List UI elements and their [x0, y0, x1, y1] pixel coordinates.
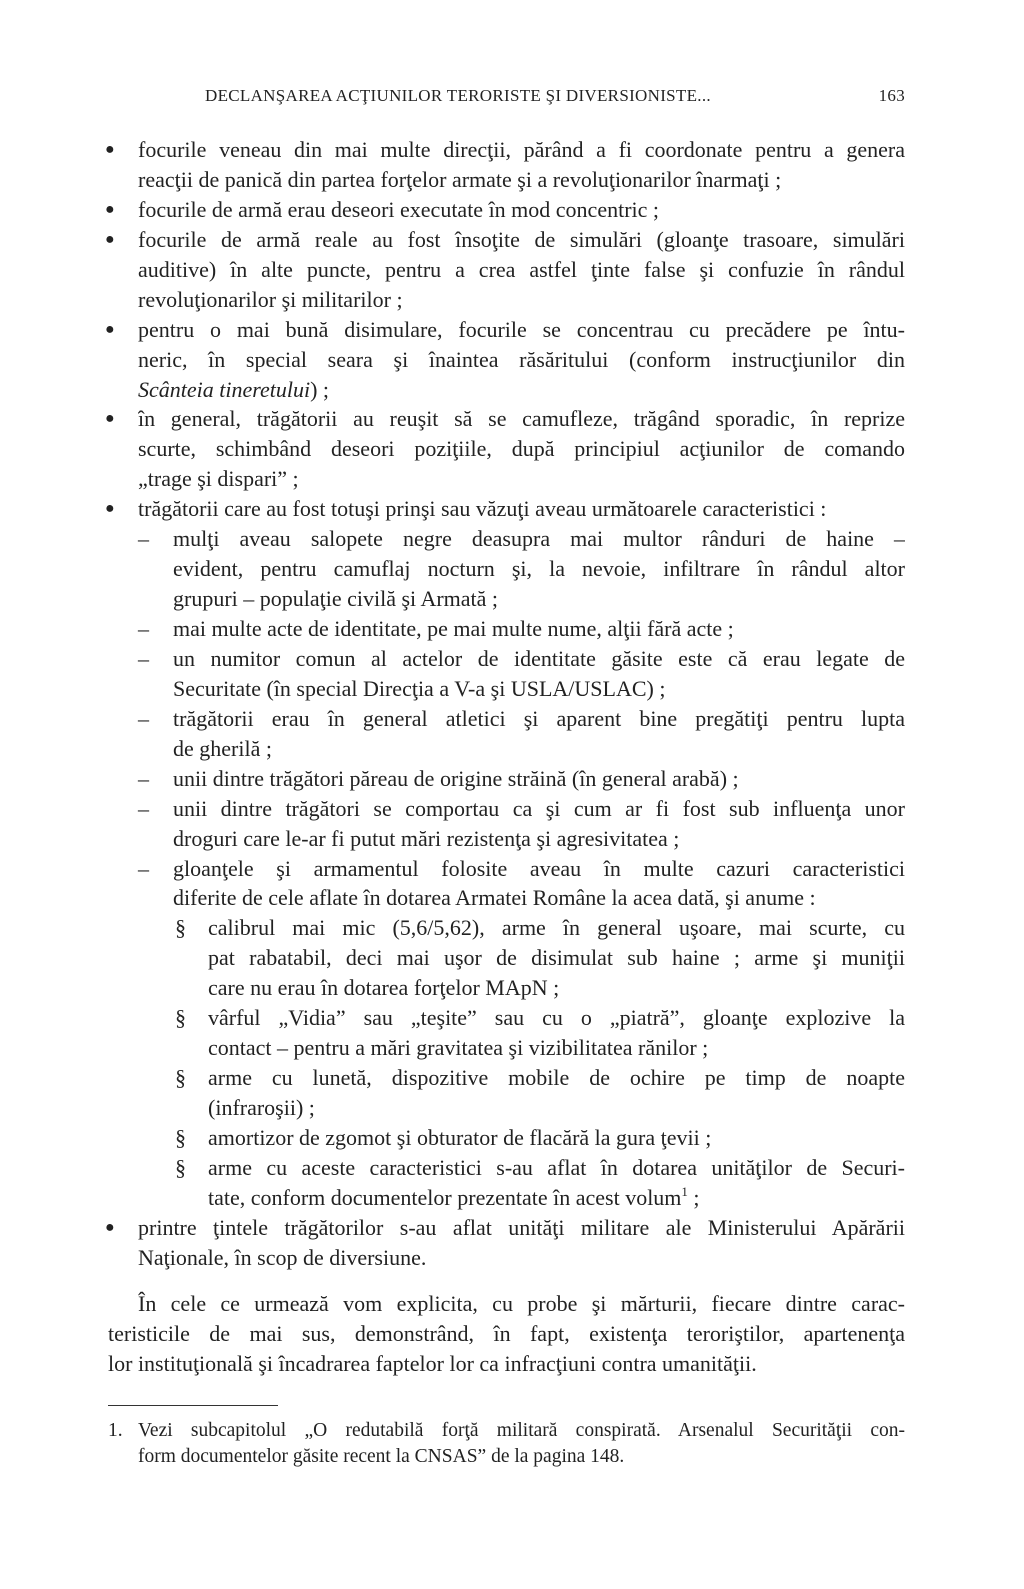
- text-line: focurile de armă reale au fost însoţite de simulări (gloanţe trasoare, simulări: [138, 226, 905, 252]
- text-line: evident, pentru camuflaj nocturn şi, la nevoie, infiltrare în rândul altor: [173, 556, 905, 582]
- list-item-dash: [0, 794, 1024, 854]
- text-line: pat rabatabil, deci mai uşor de disimulat sub haine ; arme şi muniţii: [208, 945, 905, 971]
- text-line: printre ţintele trăgătorilor s-au aflat unităţi militare ale Ministerului Apărării: [138, 1214, 905, 1240]
- list-item-sect: [0, 1153, 1024, 1213]
- footnote-ref[interactable]: 1: [681, 1183, 688, 1199]
- bullet-icon: ●: [105, 500, 115, 518]
- page-number: 163: [878, 86, 905, 105]
- text-line: mulţi aveau salopete negre deasupra mai multor rânduri de haine –: [173, 526, 905, 552]
- bullet-icon: ●: [105, 1218, 115, 1236]
- footnote-divider: [108, 1405, 278, 1406]
- text-line: un numitor comun al actelor de identitate găsite este că erau legate de: [173, 645, 905, 671]
- footnote-number: 1.: [108, 1420, 123, 1441]
- text-line: unii dintre trăgători păreau de origine străină (în general arabă) ;: [173, 765, 739, 791]
- section-sign-marker: §: [175, 1065, 186, 1091]
- list-item-sect: [0, 913, 1024, 1003]
- text-line: gloanţele şi armamentul folosite aveau în multe cazuri caracteristici: [173, 855, 905, 881]
- text-line: teristicile de mai sus, demonstrând, în fapt, existenţa teroriştilor, apartenenţa: [108, 1320, 905, 1346]
- paragraph: [0, 1289, 1024, 1379]
- footnote: [0, 1418, 905, 1470]
- text-line: în general, trăgătorii au reuşit să se camufleze, trăgând sporadic, în reprize: [138, 406, 905, 432]
- list-item-dash: [0, 644, 1024, 704]
- dash-marker: –: [138, 616, 149, 641]
- running-header: [138, 86, 905, 112]
- dash-marker: –: [138, 795, 149, 821]
- text-line: reacţii de panică din partea forţelor armate şi a revoluţionarilor înarmaţi ;: [138, 166, 782, 192]
- chapter-title: DECLANŞAREA ACŢIUNILOR TERORISTE ŞI DIVERSIONISTE...: [205, 86, 711, 105]
- text-line: calibrul mai mic (5,6/5,62), arme în general uşoare, mai scurte, cu: [208, 915, 905, 941]
- italic-title: Scânteia tineretului: [138, 376, 311, 402]
- list-item-sect: [0, 1003, 1024, 1063]
- text-line: de gherilă ;: [173, 735, 272, 761]
- text-line: În cele ce urmează vom explicita, cu probe şi mărturii, fiecare dintre carac-: [138, 1290, 905, 1316]
- text-line: neric, în special seara şi înaintea răsăritului (conform instrucţiunilor din: [138, 346, 905, 372]
- text-line: amortizor de zgomot şi obturator de flacără la gura ţevii ;: [208, 1124, 712, 1150]
- text-line: mai multe acte de identitate, pe mai multe nume, alţii fără acte ;: [173, 616, 734, 641]
- text-segment: tate, conform documentelor prezentate în acest volum: [208, 1184, 682, 1210]
- section-sign-marker: §: [175, 915, 186, 941]
- text-line: „trage şi dispari” ;: [138, 466, 299, 492]
- text-line: grupuri – populaţie civilă şi Armată ;: [173, 586, 499, 612]
- list-item-dash: [0, 704, 1024, 764]
- page-body: [0, 135, 1024, 1378]
- text-segment: ) ;: [310, 376, 330, 402]
- list-item-sect: [0, 1123, 1024, 1153]
- list-item-bullet: [0, 225, 1024, 315]
- list-item-sect: [0, 1063, 1024, 1123]
- list-item-bullet: [0, 404, 1024, 494]
- dash-marker: –: [138, 765, 149, 791]
- text-line: auditive) în alte puncte, pentru a crea astfel ţinte false şi confuzie în rândul: [138, 256, 905, 282]
- text-line: vârful „Vidia” sau „teşite” sau cu o „piatră”, gloanţe explozive la: [208, 1005, 905, 1031]
- text-line: [138, 375, 905, 405]
- bullet-icon: ●: [105, 410, 115, 428]
- text-line: lor instituţională şi încadrarea faptelor lor ca infracţiuni contra umanităţii.: [108, 1350, 757, 1376]
- dash-marker: –: [138, 645, 149, 671]
- list-item-dash: [0, 764, 1024, 794]
- text-segment: ;: [687, 1184, 700, 1210]
- list-item-bullet: [0, 315, 1024, 405]
- list-item-bullet: [0, 1213, 1024, 1273]
- text-line: scurte, schimbând deseori poziţiile, după principiul acţiunilor de comando: [138, 436, 905, 462]
- text-line: pentru o mai bună disimulare, focurile se concentrau cu precădere pe întu-: [138, 316, 905, 342]
- text-line: Naţionale, în scop de diversiune.: [138, 1244, 427, 1270]
- text-line: contact – pentru a mări gravitatea şi vizibilitatea rănilor ;: [208, 1035, 709, 1061]
- text-line: focurile veneau din mai multe direcţii, părând a fi coordonate pentru a genera: [138, 137, 905, 162]
- bullet-icon: ●: [105, 200, 115, 218]
- text-line: care nu erau în dotarea forţelor MApN ;: [208, 975, 560, 1001]
- text-line: (infraroşii) ;: [208, 1095, 315, 1120]
- text-line: revoluţionarilor şi militarilor ;: [138, 286, 403, 312]
- list-item-dash: [0, 614, 1024, 644]
- list-item-bullet: [0, 195, 1024, 225]
- bullet-icon: ●: [105, 230, 115, 248]
- text-line: Vezi subcapitolul „O redutabilă forţă militară conspirată. Arsenalul Securităţii con-: [138, 1420, 905, 1441]
- text-line: trăgătorii erau în general atletici şi aparent bine pregătiţi pentru lupta: [173, 705, 905, 731]
- bullet-icon: ●: [105, 141, 115, 158]
- list-item-dash: [0, 524, 1024, 614]
- text-line: form documentelor găsite recent la CNSAS” de la pagina 148.: [138, 1446, 625, 1467]
- list-item-bullet: [0, 135, 1024, 195]
- text-line: arme cu aceste caracteristici s-au aflat în dotarea unităţilor de Securi-: [208, 1154, 905, 1180]
- text-line: diferite de cele aflate în dotarea Armatei Române la acea dată, şi anume :: [173, 885, 816, 911]
- text-line: focurile de armă erau deseori executate în mod concentric ;: [138, 196, 660, 222]
- dash-marker: –: [138, 855, 149, 881]
- list-item-dash: [0, 854, 1024, 914]
- bullet-icon: ●: [105, 320, 115, 338]
- text-line: Securitate (în special Direcţia a V-a şi USLA/USLAC) ;: [173, 675, 666, 701]
- text-line: trăgătorii care au fost totuşi prinşi sau văzuţi aveau următoarele caracteristici :: [138, 496, 827, 522]
- section-sign-marker: §: [175, 1124, 186, 1150]
- text-line: unii dintre trăgători se comportau ca şi cum ar fi fost sub influenţa unor: [173, 795, 905, 821]
- text-line: arme cu lunetă, dispozitive mobile de ochire pe timp de noapte: [208, 1065, 905, 1091]
- text-line: [208, 1183, 905, 1213]
- dash-marker: –: [138, 705, 149, 731]
- section-sign-marker: §: [175, 1005, 186, 1031]
- section-sign-marker: §: [175, 1154, 186, 1180]
- list-item-bullet: [0, 494, 1024, 524]
- text-line: droguri care le-ar fi putut mări rezistenţa şi agresivitatea ;: [173, 825, 680, 851]
- dash-marker: –: [138, 526, 149, 552]
